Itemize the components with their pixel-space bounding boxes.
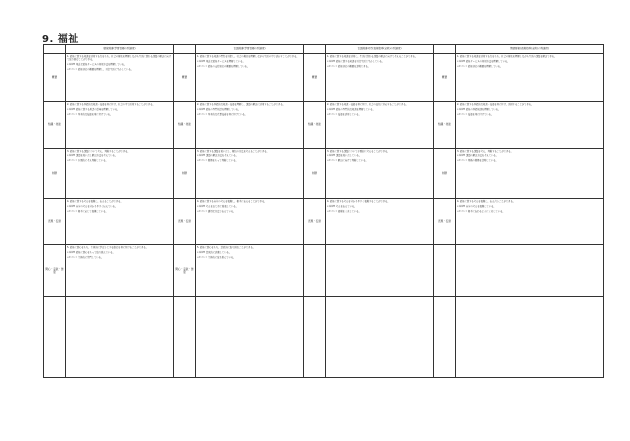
goal-text: 4. 福祉に関する考えを分かりやすく表現することができる。 (327, 199, 390, 203)
sub-item-text: 基本的な介護技術を身に付けている。 (207, 113, 247, 117)
side-label (174, 297, 196, 378)
area-label: 概要 (44, 54, 66, 102)
sub-item (197, 256, 302, 260)
sub-item-label: ①具体例 (197, 251, 206, 254)
sub-item-label: ①具体例 (327, 155, 336, 158)
sub-item (327, 210, 432, 214)
sub-item-text: 課題の解決方法を考えている。 (465, 154, 499, 158)
sub-item-label: ①具体例 (197, 109, 206, 111)
sub-item-text: 判断の根拠を説明している。 (467, 159, 498, 163)
sub-item (67, 63, 172, 67)
sub-item-label: ①具体例 (457, 60, 466, 63)
sub-item (67, 256, 172, 260)
sub-item-label: ①具体例 (67, 63, 76, 66)
content-cell (326, 297, 434, 378)
sub-item (327, 108, 432, 112)
sub-item (197, 159, 302, 163)
sub-item-text: 多面的に考え判断している。 (77, 159, 108, 163)
sub-item-label: ②ポイント (457, 160, 468, 163)
sub-item-label: ②ポイント (67, 114, 78, 117)
side-label: 知識・技能 (174, 102, 196, 148)
sub-item-label: ②ポイント (197, 114, 208, 117)
sub-item (457, 60, 602, 64)
header-row (44, 45, 604, 54)
sub-item (197, 113, 302, 117)
sub-item-label: ①具体例 (327, 60, 336, 63)
sub-item-text: 考えを伝えている。 (335, 204, 357, 208)
sub-item (327, 154, 432, 158)
sub-item (457, 154, 602, 158)
content-cell (66, 54, 174, 102)
content-cell (456, 198, 604, 244)
goal-text: 2. 福祉に関する基礎的な知識・技能を理解し、課題の解決に活用することができる。 (197, 103, 285, 107)
table-body (44, 54, 604, 378)
goal-text: 2. 福祉に関する基礎的な知識・技能を身に付け、社会の中で活用することができる。 (67, 103, 155, 107)
side-label: 表現・伝達 (434, 198, 456, 244)
sub-item-text: 技能を活用している。 (337, 113, 361, 117)
sub-item-text: 根拠をもって判断している。 (207, 159, 238, 163)
sub-item (327, 113, 432, 117)
sub-item (327, 65, 432, 69)
side-label: 知識・技能 (434, 102, 456, 148)
content-cell (196, 148, 304, 198)
side-label (434, 245, 456, 297)
sub-item-text: 主体的に取り組んでいる。 (207, 256, 236, 260)
header-cell (434, 45, 456, 54)
sub-item-text: 福祉に関する用語の意味を理解している。 (75, 108, 120, 111)
content-cell (66, 102, 174, 148)
side-label: 概要 (174, 54, 196, 102)
sub-item-text: 相手に伝わるように工夫している。 (467, 209, 505, 213)
goal-text: 1. 福祉に関する知識を活用する力をもち、社会の現状を理解しながら生活の課題を解決できる。 (457, 55, 557, 58)
area-label (44, 297, 66, 378)
content-cell (66, 198, 174, 244)
side-label: 関心・意欲・態度 (174, 245, 196, 297)
goal-text: 5. 福祉に関心をもち、意欲的に取り組むことができる。 (197, 246, 256, 250)
side-label (304, 297, 326, 378)
sub-item-label: ①具体例 (67, 251, 76, 254)
area-label: 知識・技能 (44, 102, 66, 148)
header-cell (44, 45, 66, 54)
side-label: 表現・伝達 (174, 198, 196, 244)
evaluation-table (43, 44, 604, 378)
goal-text: 1. 福祉に関する知識を活用する力をもち、社会の現状を理解しながら生活に関わる課題の解決に向けて取り組むことができる。 (67, 55, 171, 62)
sub-item-label: ②ポイント (67, 69, 78, 72)
goal-text: 1. 福祉に関する知識を活用し、生活に関わる課題の解決に向けて考えることができる。 (327, 55, 418, 58)
sub-item (67, 210, 172, 214)
table-row (44, 148, 604, 198)
table-row (44, 54, 604, 102)
sub-item-label: ②ポイント (327, 210, 338, 213)
sub-item-text: 福祉の専門用語を理解している。 (205, 108, 241, 111)
sub-item-label: ②ポイント (197, 210, 208, 213)
sub-item-label: ①具体例 (67, 109, 76, 111)
content-cell (326, 148, 434, 198)
sub-item (457, 159, 602, 163)
sub-item-label: ①具体例 (197, 60, 206, 63)
content-cell (456, 102, 604, 148)
table-row (44, 198, 604, 244)
sub-item-label: ②ポイント (327, 65, 338, 68)
sub-item-text: 福祉制度の概要を理解し、日常生活に生かしている。 (77, 68, 134, 72)
content-cell (326, 198, 434, 244)
sub-item (67, 108, 172, 112)
sub-item-label: ②ポイント (327, 160, 338, 163)
sub-item-text: 福祉制度の概要を理解している。 (467, 64, 503, 68)
sub-item-label: ②ポイント (197, 65, 208, 68)
content-cell (456, 54, 604, 102)
sub-item (67, 154, 172, 158)
sub-item-text: 自分の考えを表現している。 (465, 204, 496, 208)
side-label: 知識・技能 (304, 102, 326, 148)
sub-item-label: ①具体例 (457, 205, 466, 208)
sub-item-label: ①具体例 (457, 155, 466, 158)
sub-item-text: 相手に応じて表現している。 (77, 209, 108, 213)
side-label (434, 297, 456, 378)
sub-item (457, 65, 602, 69)
header-cell: 情緒障害(表現指導(全般)の到達度) (456, 45, 604, 54)
goal-text: 4. 福祉に関する自分の考えを表現し、相手に伝えることができる。 (197, 199, 267, 203)
sub-item-text: 身近な福祉サービスの利用方法を理解している。 (75, 62, 127, 66)
goal-text: 2. 福祉に関する知識・技能を身に付け、社会の変化に対応することができる。 (327, 103, 408, 107)
sub-item (67, 68, 172, 72)
sub-item (197, 65, 302, 69)
goal-text: 2. 福祉に関する基礎的な知識・技能を身に付け、活用することができる。 (457, 103, 534, 107)
sub-item-text: 課題の解決方法を考えている。 (205, 154, 239, 158)
sub-item-label: ②ポイント (67, 210, 78, 213)
sub-item-label: ①具体例 (457, 109, 466, 111)
sub-item (457, 108, 602, 112)
content-cell (196, 297, 304, 378)
sub-item (197, 205, 302, 209)
table-row (44, 245, 604, 297)
side-label: 判断 (434, 148, 456, 198)
content-cell (456, 297, 604, 378)
content-cell (196, 245, 304, 297)
table-row (44, 102, 604, 148)
sub-item (197, 154, 302, 158)
sub-item (67, 113, 172, 117)
content-cell (196, 54, 304, 102)
sub-item-text: 技能を身に付けている。 (467, 113, 494, 117)
goal-text: 5. 福祉に関心をもち、主体的に学ぼうとする態度を身に付けることができる。 (67, 246, 149, 250)
content-cell (456, 148, 604, 198)
sub-item (457, 205, 602, 209)
sub-item-text: 福祉サービスの利用方法を理解している。 (465, 59, 510, 63)
sub-item-text: 主体的に学習している。 (77, 256, 104, 260)
sub-item-text: 適切な方法で伝えている。 (207, 209, 236, 213)
goal-text: 3. 福祉に関する課題について多面的に考えることができる。 (327, 149, 390, 153)
sub-item-label: ①具体例 (197, 155, 206, 158)
sub-item-text: 基本的な技能を身に付けている。 (77, 113, 113, 117)
goal-text: 3. 福祉に関する課題を考え、判断することができる。 (457, 149, 513, 153)
sub-item-text: 課題を見いだし解決方法を考えている。 (75, 154, 118, 158)
header-cell: 言語障害(学習目標の到達度) (196, 45, 304, 54)
content-cell (66, 148, 174, 198)
content-cell (196, 102, 304, 148)
sub-item-label: ①具体例 (67, 205, 76, 208)
sub-item (327, 60, 432, 64)
sub-item (67, 205, 172, 209)
sub-item (67, 159, 172, 163)
sub-item-label: ②ポイント (67, 160, 78, 163)
side-label: 表現・伝達 (304, 198, 326, 244)
sub-item-text: 意欲的に活動している。 (205, 250, 232, 254)
sub-item-text: 表現を工夫している。 (337, 209, 361, 213)
sub-item-text: 福祉の基礎知識を理解している。 (465, 108, 501, 111)
sub-item-text: 福祉に関する知識を日常生活で生かしている。 (335, 59, 385, 63)
sub-item-text: 課題を見いだしている。 (335, 154, 362, 158)
header-cell: 聴覚障害(学習目標の到達度) (66, 45, 174, 54)
content-cell (326, 245, 434, 297)
goal-text: 4. 福祉に関する考えを表現し、伝え合うことができる。 (457, 199, 516, 203)
content-cell (326, 102, 434, 148)
sub-item-label: ①具体例 (67, 155, 76, 158)
goal-text: 3. 福祉に関する課題について考え、判断することができる。 (67, 149, 130, 153)
sub-item-label: ②ポイント (197, 257, 208, 260)
sub-item-label: ②ポイント (457, 210, 468, 213)
sub-item (457, 210, 602, 214)
sub-item-text: 身近な福祉サービスを理解している。 (205, 59, 245, 63)
sub-item-text: 福祉に関心をもって取り組んでいる。 (75, 250, 115, 254)
header-cell: 言語障害幼児(表現指導(全般)の到達度) (326, 45, 434, 54)
sub-item-text: 福祉制度の概要を説明できる。 (337, 64, 371, 68)
side-label: 判断 (174, 148, 196, 198)
sub-item (197, 210, 302, 214)
goal-text: 4. 福祉に関する考えを表現し、伝えることができる。 (67, 199, 123, 203)
content-cell (326, 54, 434, 102)
page-title: 9. 福祉 (42, 34, 79, 45)
sub-item-text: 解決に向けて判断している。 (337, 159, 368, 163)
goal-text: 3. 福祉に関する課題を見いだし、解決の方法を考えることができる。 (197, 149, 269, 153)
sub-item-label: ①具体例 (327, 205, 336, 208)
side-label: 概要 (304, 54, 326, 102)
table-row (44, 297, 604, 378)
content-cell (66, 297, 174, 378)
sub-item-label: ②ポイント (67, 257, 78, 260)
content-cell (66, 245, 174, 297)
sub-item (327, 159, 432, 163)
sub-item-label: ②ポイント (197, 160, 208, 163)
sub-item (197, 60, 302, 64)
sub-item (197, 251, 302, 255)
sub-item (327, 205, 432, 209)
sub-item-label: ②ポイント (457, 114, 468, 117)
side-label (304, 245, 326, 297)
area-label: 関心・意欲・態度 (44, 245, 66, 297)
sub-item-label: ②ポイント (457, 65, 468, 68)
sub-item-label: ②ポイント (327, 114, 338, 117)
sub-item (457, 113, 602, 117)
area-label: 表現・伝達 (44, 198, 66, 244)
sub-item-label: ①具体例 (327, 109, 336, 111)
content-cell (456, 245, 604, 297)
sub-item-text: 考えをまとめて発表している。 (205, 204, 239, 208)
sub-item-text: 福祉の支援制度の概要を理解している。 (207, 64, 250, 68)
header-cell (174, 45, 196, 54)
side-label: 概要 (434, 54, 456, 102)
sub-item-text: 福祉の専門的な知識を理解している。 (335, 108, 375, 111)
sub-item-text: 自分の考えを分かりやすく伝えている。 (75, 204, 118, 208)
sub-item (67, 251, 172, 255)
area-label: 判断 (44, 148, 66, 198)
header-cell (304, 45, 326, 54)
sub-item (197, 108, 302, 112)
side-label: 判断 (304, 148, 326, 198)
goal-text: 1. 福祉に関する知識の習得を目指し、社会の現状を理解しながら生活の中で活かすことができる。 (197, 55, 299, 58)
sub-item-label: ①具体例 (197, 205, 206, 208)
content-cell (196, 198, 304, 244)
